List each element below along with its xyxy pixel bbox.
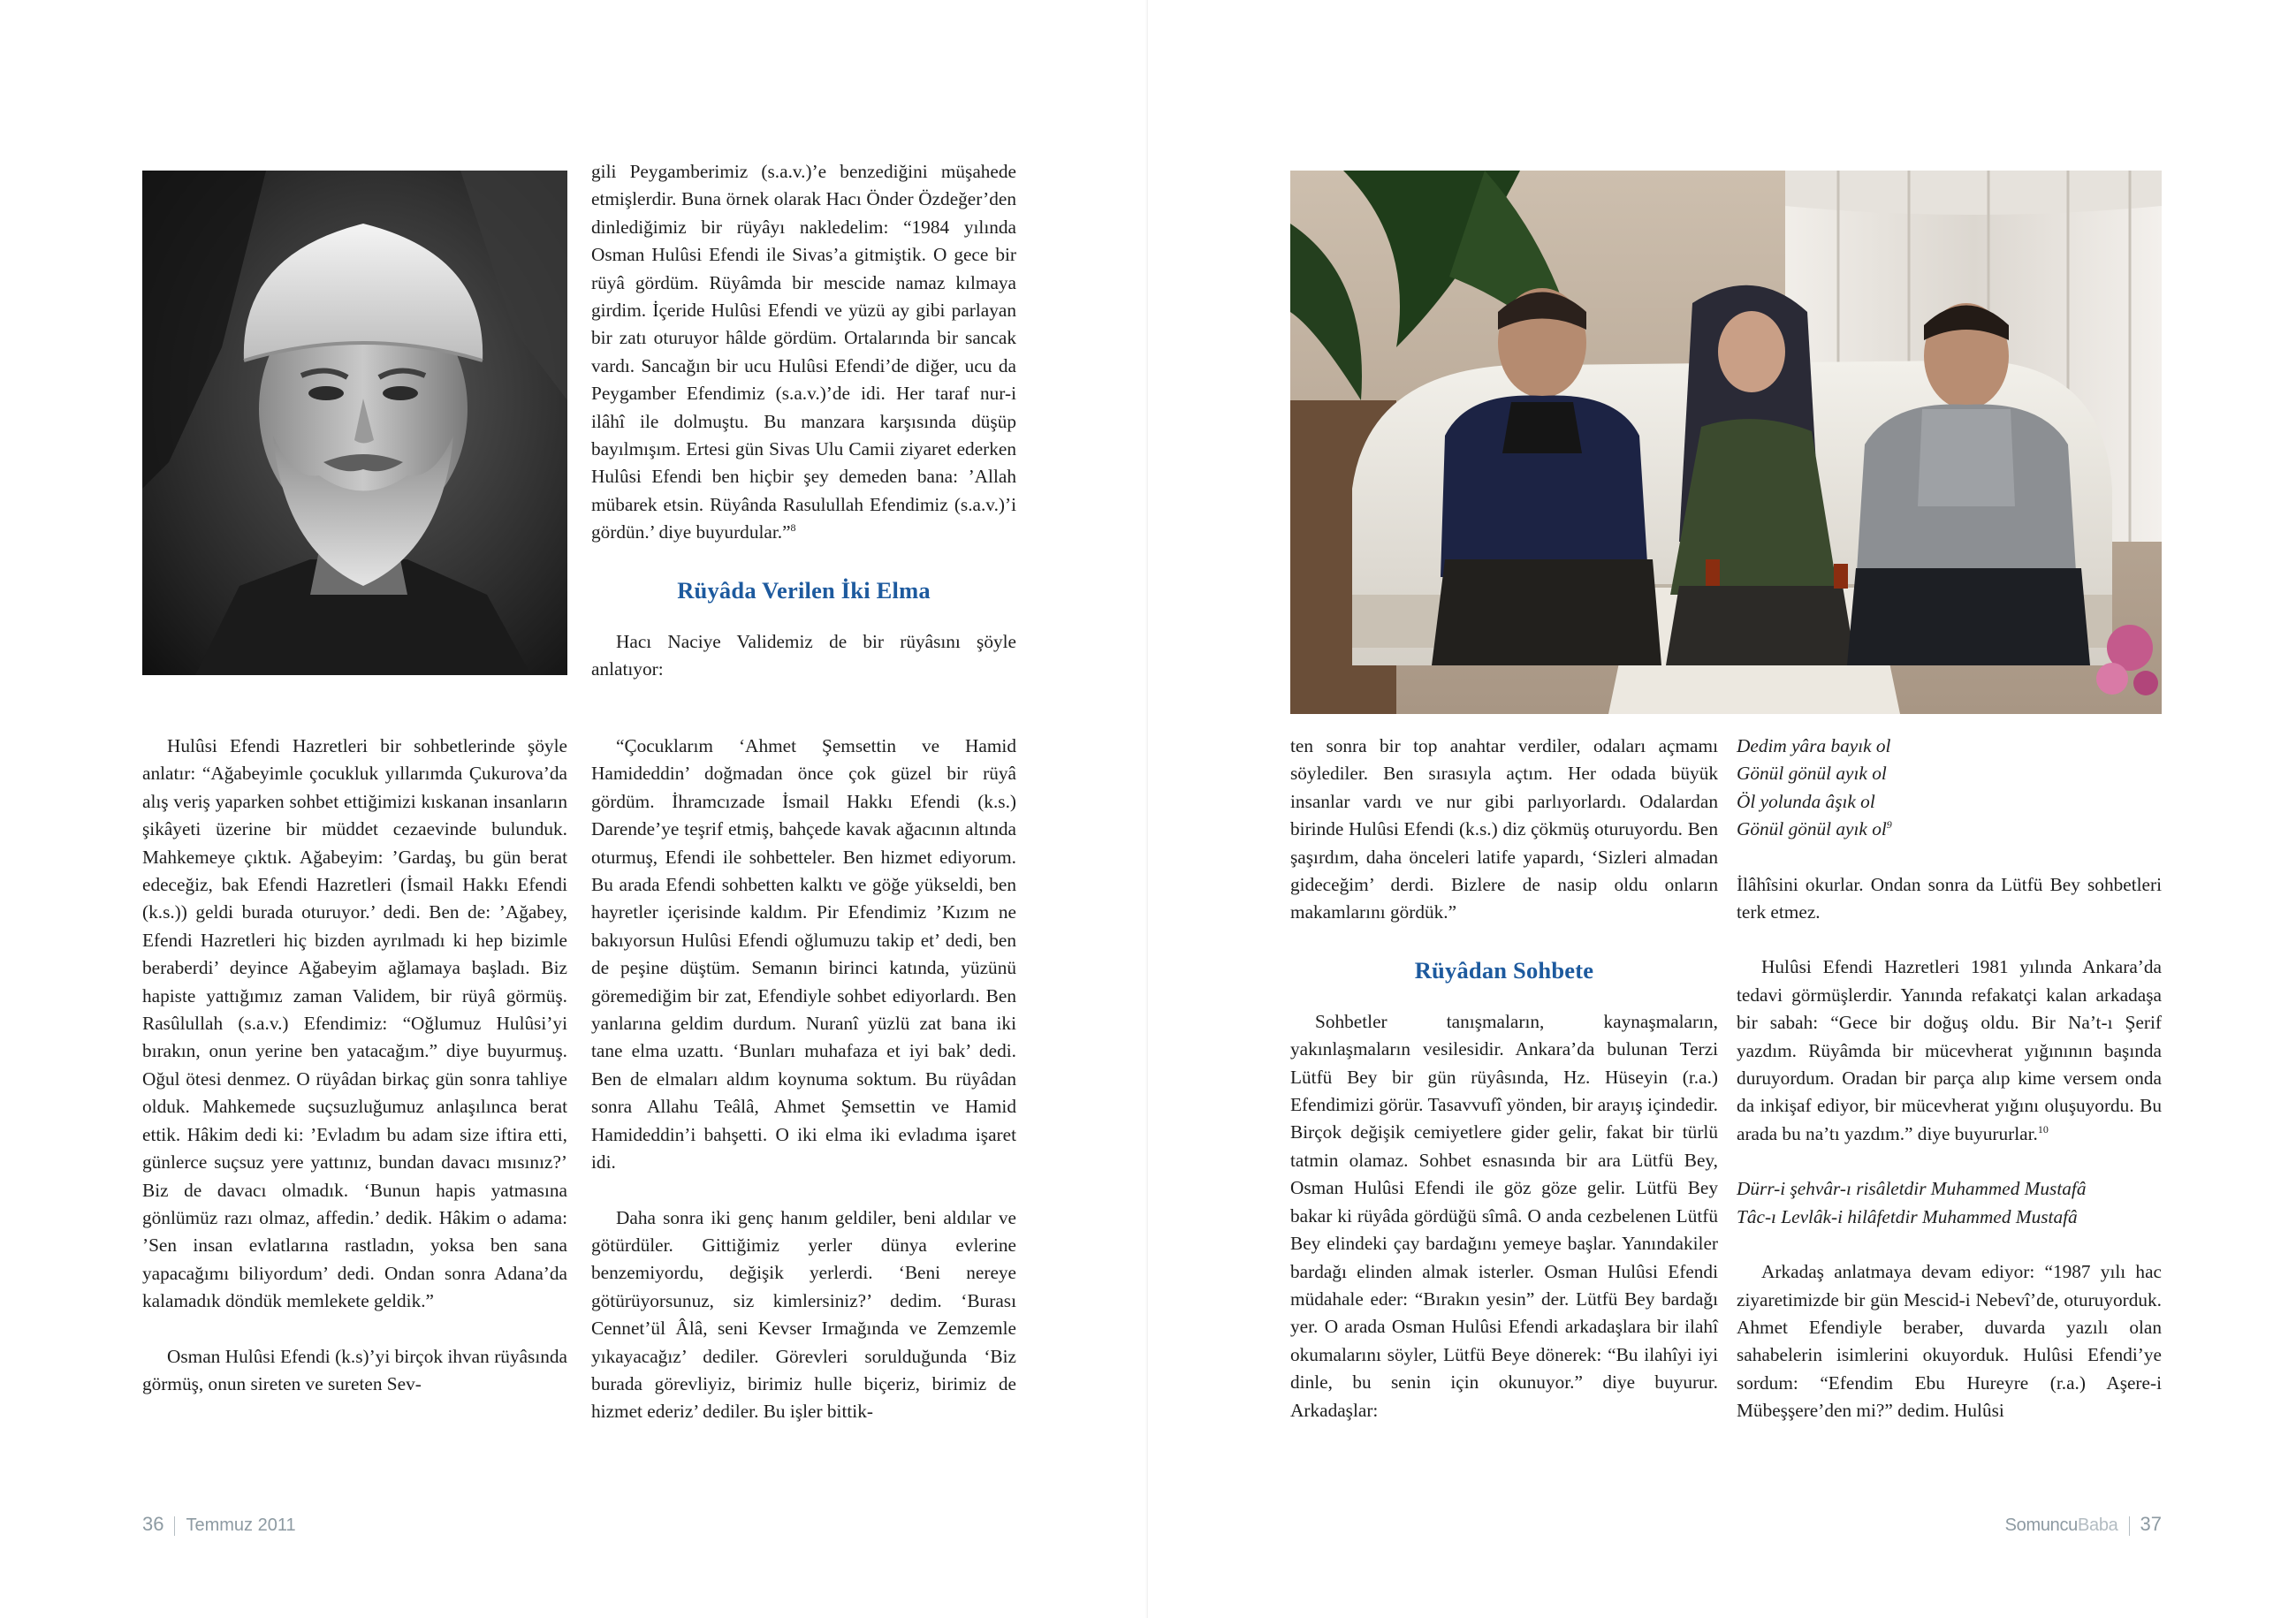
page-number: 36 xyxy=(142,1513,164,1535)
paragraph: Sohbetler tanışmaların, kaynaşmaların, yakınlaşmaların vesilesidir. Ankara’da bulunan Terzi Lütfü Bey bir gün rüyâsında, Hz. Hüseyin (r.a.) Efendimizi görür. Tasavvufî yönden, bir arayış içindedir. Birçok değişik cemiyetlere gider gelir, fakat bir türlü tatmin olamaz. Sohbet esnasında bir ara Lütfü Bey, Osman Hulûsi Efendi ile göz göze gelir. Lütfü Bey bakar ki rüyâda gördüğü sîmâ. O anda cezbelenen Lütfü Bey elindeki çay bardağını yemeye başlar. Yanındakiler bardağı elinden almak isterler. Osman Hulûsi Efendi müdahale eder: “Bırakın yesin” der. Lütfü Bey bardağı yer. O arada Osman Hulûsi Efendi arkadaşlara bir ilahî okumalarını söyler, Lütfü Beye dönerek: “Bu ilahîyi iyi dinle, bu senin için okunuyor.” diye buyurur. Arkadaşlar: xyxy=(1290,1010,1718,1421)
section-heading: Rüyâda Verilen İki Elma xyxy=(677,576,931,604)
footnote-ref: 8 xyxy=(790,521,796,535)
paragraph: Daha sonra iki genç hanım geldiler, beni aldılar ve götürdüler. Gittiğimiz yerler dünya evlerine benzemiyordu, değişik yerlerdi. ‘Beni nereye götürüyorsunuz, siz kimlersiniz?’ dedim. ‘Burası Cennet’ül Âlâ, seni Kevser Irmağında ve Zemzemle yıkayacağız’ dediler. Görevleri sorulduğunda ‘Biz burada görevliyiz, birimiz hulle biçeriz, birimiz de hizmet ederiz’ dediler. Bu işler bittik- xyxy=(591,1206,1016,1423)
paragraph: Hulûsi Efendi Hazretleri 1981 yılında Ankara’da tedavi görmüşlerdir. Yanında refakatçi kalan arkadaşa bir sabah: “Gece bir doğuş oldu. Bir Na’t-ı Şerif yazdım. Rüyâmda bir mücevherat yığınının başında duruyordum. Oradan bir parça alıp kime versem onda da inkişaf ediyor, bir mücevherat yığını oluşuyordu. Bu arada bu na’tı yazdım.” diye buyururlar.$^{10}$ xyxy=(1737,956,2162,1144)
column-b-bottom xyxy=(591,733,1016,1426)
paragraph: İlâhîsini okurlar. Ondan sonra da Lütfü Bey sohbetleri terk etmez. xyxy=(1737,873,2162,923)
paragraph: ten sonra bir top anahtar verdiler, odaları açmamı söylediler. Ben sırasıyla açtım. Her odada büyük insanlar vardı ve nur gibi parlıyorlardı. Odalardan birinde Hulûsi Efendi (k.s.) diz çökmüş oturuyordu. Ben şaşırdım, daha önceleri latife yapardı, ‘Sizleri almadan gideceğim’ derdi. Bizlere de nasip oldu onların makamlarını gördük.” xyxy=(1290,735,1718,923)
page-footer-right xyxy=(2005,1513,2162,1537)
paragraph: gili Peygamberimiz (s.a.v.)’e benzediğini müşahede etmişlerdir. Buna örnek olarak Hacı Önder Özdeğer’den dinlediğimiz bir rüyâyı nakledelim: “1984 yılında Osman Hulûsi Efendi ile Sivas’a gitmiştik. O gece bir rüyâ gördüm. Rüyâmda bir mescide namaz kılmaya girdim. İçeride Hulûsi Efendi ve yüzü ay gibi parlayan bir zatı oturuyor hâlde gördüm. Ortalarında bir sancak vardı. Sancağın bir ucu Hulûsi Efendi’de diğer, ucu da Peygamber Efendimiz (s.a.v.)’de idi. Her taraf nur-i ilâhî ile dolmuştu. Bu manzara karşısında düşüp bayılmışım. Ertesi gün Sivas Ulu Camii ziyaret ederken Hulûsi Efendi ben hiçbir şey demeden bana: ’Allah mübarek etsin. Rüyânda Rasulullah Efendimiz (s.a.v.)’i gördün.’ diye buyurdular.”$^8$ xyxy=(591,161,1016,543)
footer-divider xyxy=(174,1516,175,1536)
footer-divider xyxy=(2129,1516,2130,1536)
paragraph: “Çocuklarım ‘Ahmet Şemsettin ve Hamid Hamideddin’ doğmadan önce çok güzel bir rüyâ gördüm. İhramcızade İsmail Hakkı Efendi (k.s.) Darende’ye teşrif etmiş, bahçede kavak ağacının altında oturmuş, Efendi ile sohbetteler. Ben hizmet ediyorum. Bu arada Efendi sohbetten kalktı ve göğe yükseldi, ben hayretler içerisinde kaldım. Pir Efendimiz ’Kızım ne bakıyorsun Hulûsi Efendi oğlumuzu takip et’ dedi, ben de peşine düştüm. Semanın birinci katında, yüzünü göremediğim bir zat, Efendiyle sohbet ediyorlardı. Ben yanlarına geldim durdum. Nuranî yüzlü zat bana iki tane elma uzattı. ‘Bunları muhafaza et iyi bak’ dedi. Ben de elmaları aldım koynuma soktum. Bu rüyâdan sonra Allahu Teâlâ, Ahmet Şemsettin ve Hamid Hamideddin’i bahşetti. O iki elma iki evladıma işaret idi. xyxy=(591,735,1016,1174)
magazine-logo: SomuncuBaba xyxy=(2004,1515,2118,1535)
paragraph: Hulûsi Efendi Hazretleri bir sohbetlerinde şöyle anlatır: “Ağabeyimle çocukluk yıllarımda Çukurova’da alış veriş yaparken sohbet ettiğimizi kıskanan insanların şikâyeti üzerine bir müddet cezaevinde bulunduk. Mahkemeye çıktık. Ağabeyim: ’Gardaş, bu gün berat edeceğiz, bak Efendi Hazretleri (İsmail Hakkı Efendi (k.s.)) geldi burada oturuyor.’ dedi. Ben de: ’Ağabey, Efendi Hazretleri hiç bizden ayrılmadı ki hep bizimle beraberdi’ deyince Ağabeyim ağlamaya başladı. Biz hapiste yattığımız zaman Validem, bir rüyâ görmüş. Rasûlullah (s.a.v.) Efendimiz: “Oğlumuz Hulûsi’yi bırakın, onun yerine ben yatacağım.” diye buyurmuş. Oğul ötesi denmez. O rüyâdan birkaç gün sonra tahliye olduk. Mahkemede suçsuzluğumuz anlaşılınca berat ettik. Hâkim dedi ki: ’Evladım bu adam size iftira etti, günlerce suçsuz yere yattınız, bundan davacı mısınız?’ Biz de davacı olmadık. ‘Bunun hapis yatmasına gönlümüz razı olmaz, affedin.’ dedik. Hâkim o adama: ’Sen insan evlatlarına rastladın, yoksa ben sana yapacağımı biliyordum’ dedi. Ondan sonra Adana’da kalamadık döndük memlekete geldik.” xyxy=(142,735,567,1312)
column-a xyxy=(142,733,567,1398)
section-heading: Rüyâdan Sohbete xyxy=(1414,956,1594,984)
verse-line: Tâc-ı Levlâk-i hilâfetdir Muhammed Mustafâ xyxy=(1737,1205,2078,1227)
family-photo xyxy=(1290,171,2162,714)
page-number: 37 xyxy=(2140,1513,2162,1535)
right-page xyxy=(1148,0,2296,1618)
portrait-photo xyxy=(142,171,567,675)
paragraph: Hacı Naciye Validemiz de bir rüyâsını şöyle anlatıyor: xyxy=(591,630,1016,680)
footnote-ref: 10 xyxy=(2037,1122,2049,1136)
paragraph: Arkadaş anlatmaya devam ediyor: “1987 yılı hac ziyaretimizde bir gün Mescid-i Nebevî’de, oturuyorduk. Ahmet Efendiyle beraber, duvarda yazılı olan sahabelerin isimlerini okuyorduk. Hulûsi Efendi’ye sordum: “Efendim Ebu Hureyre (r.a.) Aşere-i Mübeşşere’den mi?” dedim. Hulûsi xyxy=(1737,1261,2162,1422)
verse-line: Gönül gönül ayık $ol^9$ xyxy=(1737,818,1892,840)
column-d xyxy=(1737,733,2162,1425)
verse-block xyxy=(1737,733,2162,844)
paragraph: Osman Hulûsi Efendi (k.s)’yi birçok ihvan rüyâsında görmüş, onun sireten ve sureten Sev- xyxy=(142,1345,567,1394)
page-footer-left xyxy=(142,1513,296,1537)
verse-block xyxy=(1737,1175,2162,1231)
verse-line: Öl yolunda âşık ol xyxy=(1737,790,1875,812)
footnote-ref: 9 xyxy=(1886,818,1892,832)
verse-line: Gönül gönül ayık ol xyxy=(1737,763,1887,785)
column-c xyxy=(1290,733,1718,1424)
verse-line: Dedim yâra bayık ol xyxy=(1737,735,1891,756)
issue-date: Temmuz 2011 xyxy=(186,1515,296,1535)
column-b-top xyxy=(591,158,1016,684)
verse-line: Dürr-i şehvâr-ı risâletdir Muhammed Mustafâ xyxy=(1737,1178,2087,1200)
